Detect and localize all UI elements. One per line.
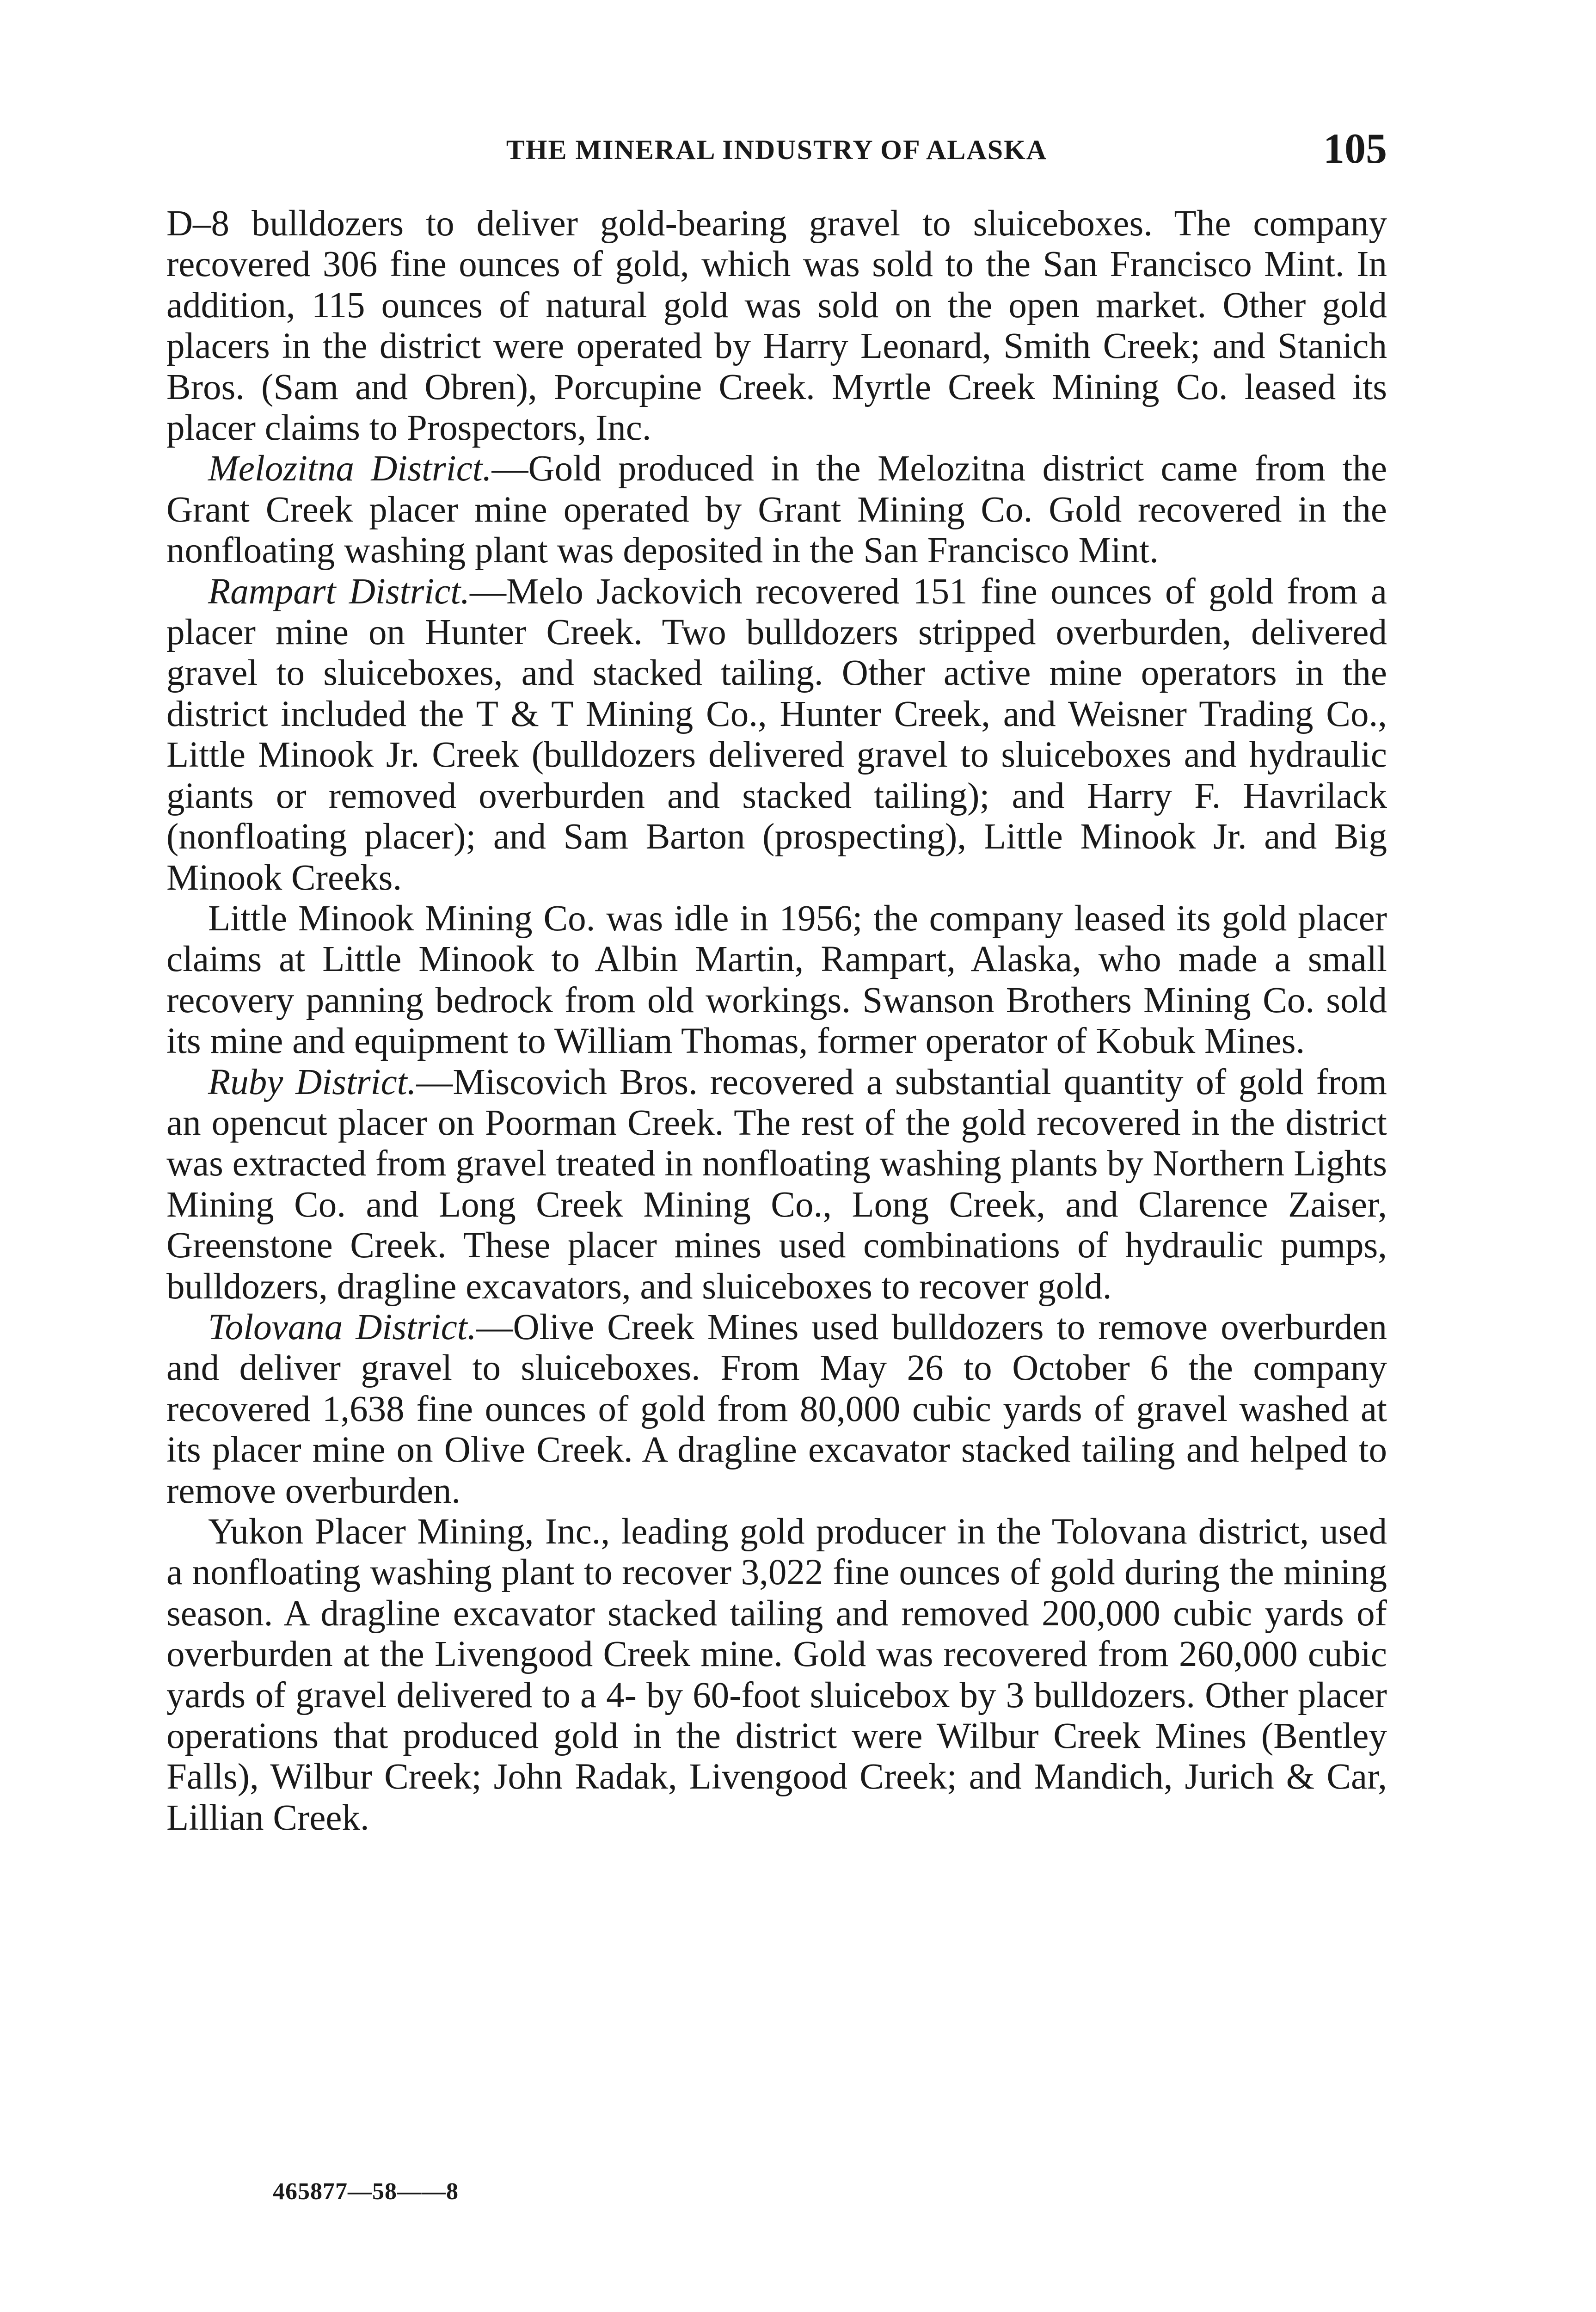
running-title: THE MINERAL INDUSTRY OF ALASKA <box>506 135 1048 165</box>
district-heading: Rampart District. <box>208 571 470 612</box>
district-heading: Melozitna District. <box>208 449 492 489</box>
district-heading: Tolovana District. <box>208 1307 477 1347</box>
paragraph-text: D–8 bulldozers to deliver gold-bearing gravel to sluiceboxes. The company recovered 306 fine ounces of gold, which was sold to the San Francisco Mint. In addition, 115 ounces of natural gold was sold on the open market. Other gold placers in the district were operated by Harry Leonard, Smith Creek; and Stanich Bros. (Sam and Obren), Porcupine Creek. Myrtle Creek Mining Co. leased its placer claims to Prospectors, Inc. <box>166 203 1387 449</box>
paragraph-melozitna-district <box>166 449 1387 571</box>
page-number: 105 <box>1323 125 1387 172</box>
running-head <box>166 124 1387 175</box>
paragraph-text: Little Minook Mining Co. was idle in 1956; the company leased its gold placer claims at Little Minook to Albin Martin, Rampart, Alaska, who made a small recovery panning bedrock from old workings. Swanson Brothers Mining Co. sold its mine and equipment to William Thomas, former operator of Kobuk Mines. <box>166 898 1387 1062</box>
paragraph-text: —Olive Creek Mines used bulldozers to remove overburden and deliver gravel to sluiceboxes. From May 26 to October 6 the company recovered 1,638 fine ounces of gold from 80,000 cubic yards of gravel washed at its placer mine on Olive Creek. A dragline excavator stacked tailing and helped to remove overburden. <box>166 1307 1387 1511</box>
paragraph-text: —Miscovich Bros. recovered a substantial quantity of gold from an opencut placer on Poorman Creek. The rest of the gold recovered in the district was extracted from gravel treated in nonfloating washing plants by Northern Lights Mining Co. and Long Creek Mining Co., Long Creek, and Clarence Zaiser, Greenstone Creek. These placer mines used combinations of hydraulic pumps, bulldozers, dragline excavators, and sluiceboxes to recover gold. <box>166 1062 1387 1307</box>
paragraph-yukon-placer <box>166 1512 1387 1839</box>
paragraph-tolovana-district <box>166 1307 1387 1512</box>
paragraph-text: —Melo Jackovich recovered 151 fine ounces of gold from a placer mine on Hunter Creek. Two bulldozers stripped overburden, delivered gravel to sluiceboxes, and stacked tailing. Other active mine operators in the district included the T & T Mining Co., Hunter Creek, and Weisner Trading Co., Little Minook Jr. Creek (bulldozers delivered gravel to sluiceboxes and hydraulic giants or removed overburden and stacked tailing); and Harry F. Havrilack (nonfloating placer); and Sam Barton (prospecting), Little Minook Jr. and Big Minook Creeks. <box>166 571 1387 898</box>
paragraph-rampart-district <box>166 572 1387 898</box>
paragraph-text: —Gold produced in the Melozitna district came from the Grant Creek placer mine operated by Grant Mining Co. Gold recovered in the nonfloating washing plant was deposited in the San Francisco Mint. <box>166 449 1387 571</box>
district-heading: Ruby District. <box>208 1062 417 1102</box>
body-text <box>166 203 1387 1839</box>
paragraph-text: Yukon Placer Mining, Inc., leading gold producer in the Tolovana district, used a nonfloating washing plant to recover 3,022 fine ounces of gold during the mining season. A dragline excavator stacked tailing and removed 200,000 cubic yards of overburden at the Livengood Creek mine. Gold was recovered from 260,000 cubic yards of gravel delivered to a 4- by 60-foot sluicebox by 3 bulldozers. Other placer operations that produced gold in the district were Wilbur Creek Mines (Bentley Falls), Wilbur Creek; John Radak, Livengood Creek; and Mandich, Jurich & Car, Lillian Creek. <box>166 1512 1387 1838</box>
paragraph-little-minook <box>166 898 1387 1062</box>
print-code: 465877—58——8 <box>273 2178 459 2205</box>
paragraph-ruby-district <box>166 1062 1387 1307</box>
paragraph-continuation <box>166 203 1387 449</box>
